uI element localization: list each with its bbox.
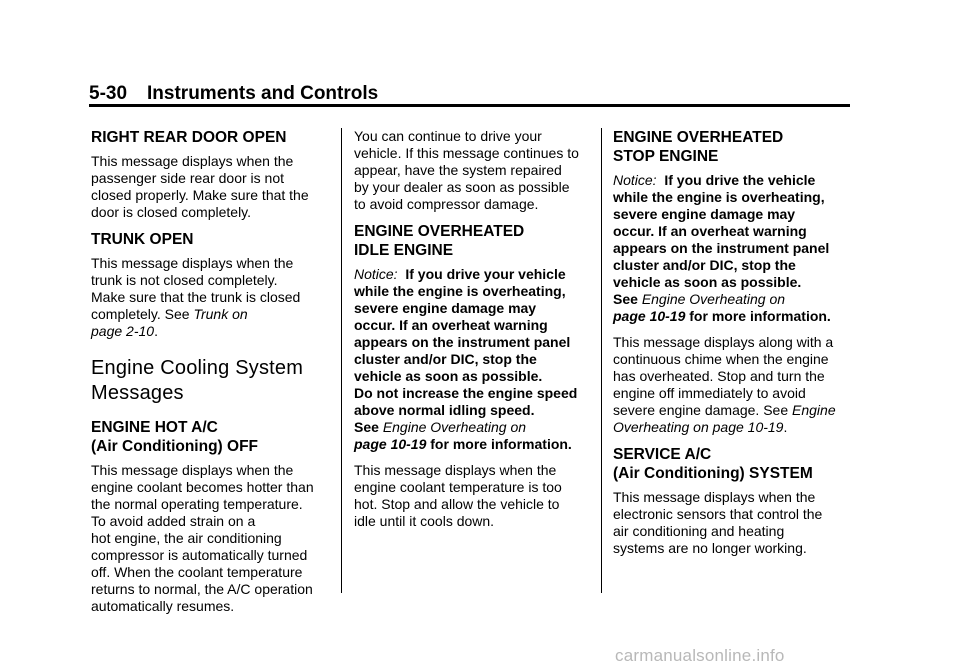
notice-label: Notice: <box>613 172 657 188</box>
notice-idle-engine: Notice: If you drive your vehicle while the engine is overheating, severe engine damage may occur. If an overheat warning appears on the instrument panel cluster and/or DIC, stop the vehicle as soon as possible. Do not increase the engine speed above normal idling speed. See Engine Overheating on page 10-19 for more information. <box>354 266 578 452</box>
heading-trunk-open: TRUNK OPEN <box>91 231 194 248</box>
link-engine-overheating[interactable]: Engine Overheating on <box>382 419 527 435</box>
paragraph-engine-hot-ac: This message displays when the engine coolant becomes hotter than the normal operating temperature. To avoid added strain on a hot engine, the air conditioning compressor is automatically turned off. When the coolant temperature returns to normal, the A/C operation automatically resumes. <box>91 462 314 614</box>
heading-overheated-stop: ENGINE OVERHEATED STOP ENGINE <box>613 129 784 165</box>
paragraph-service-ac: This message displays when the electronic sensors that control the air conditioning and heating systems are no longer working. <box>613 489 823 556</box>
column-divider-2 <box>601 128 602 593</box>
heading-service-ac: SERVICE A/C (Air Conditioning) SYSTEM <box>613 446 813 482</box>
watermark: carmanualsonline.info <box>615 646 785 665</box>
column-2 <box>354 128 592 539</box>
page-number: 5-30 <box>89 83 128 104</box>
column-1 <box>91 128 329 624</box>
heading-right-rear-door-open: RIGHT REAR DOOR OPEN <box>91 129 287 146</box>
notice-label: Notice: <box>354 266 398 282</box>
link-engine-overheating[interactable]: Engine Overheating on <box>641 291 786 307</box>
section-heading-engine-cooling: Engine Cooling System Messages <box>91 357 304 404</box>
heading-overheated-idle: ENGINE OVERHEATED IDLE ENGINE <box>354 223 525 259</box>
notice-stop-engine: Notice: If you drive the vehicle while the engine is overheating, severe engine damage may occur. If an overheat warning appears on the instrument panel cluster and/or DIC, stop the vehicle as soon as possible. See Engine Overheating on page 10-19 for more information. <box>613 172 831 324</box>
link-engine[interactable]: Engine <box>792 402 836 418</box>
column-divider-1 <box>341 128 342 593</box>
chapter-title: Instruments and Controls <box>147 83 379 104</box>
paragraph-right-rear-door: This message displays when the passenger side rear door is not closed properly. Make sure that the door is closed completely. <box>91 153 309 220</box>
column-3 <box>613 128 851 566</box>
paragraph-trunk-open: This message displays when the trunk is not closed completely. Make sure that the trunk is closed completely. See Trunk on page 2-10. <box>91 255 301 339</box>
link-engine-overheating-page[interactable]: page 10-19 <box>354 436 427 452</box>
link-trunk[interactable]: Trunk on <box>193 306 248 322</box>
header-rule <box>89 104 850 107</box>
page-header <box>89 83 378 105</box>
paragraph-continue-driving: You can continue to drive your vehicle. If this message continues to appear, have the system repaired by your dealer as soon as possible to avoid compressor damage. <box>354 128 579 212</box>
paragraph-idle-until-cool: This message displays when the engine coolant temperature is too hot. Stop and allow the vehicle to idle until it cools down. <box>354 462 562 529</box>
paragraph-stop-engine: This message displays along with a continuous chime when the engine has overheated. Stop and turn the engine off immediately to avoid severe engine damage. See Engine Overheating on page 10-19. <box>613 334 836 435</box>
link-trunk-page[interactable]: page 2-10 <box>91 323 155 339</box>
heading-engine-hot-ac: ENGINE HOT A/C (Air Conditioning) OFF <box>91 419 259 455</box>
link-overheating-page[interactable]: Overheating on page 10-19 <box>613 419 784 435</box>
link-engine-overheating-page[interactable]: page 10-19 <box>613 308 686 324</box>
